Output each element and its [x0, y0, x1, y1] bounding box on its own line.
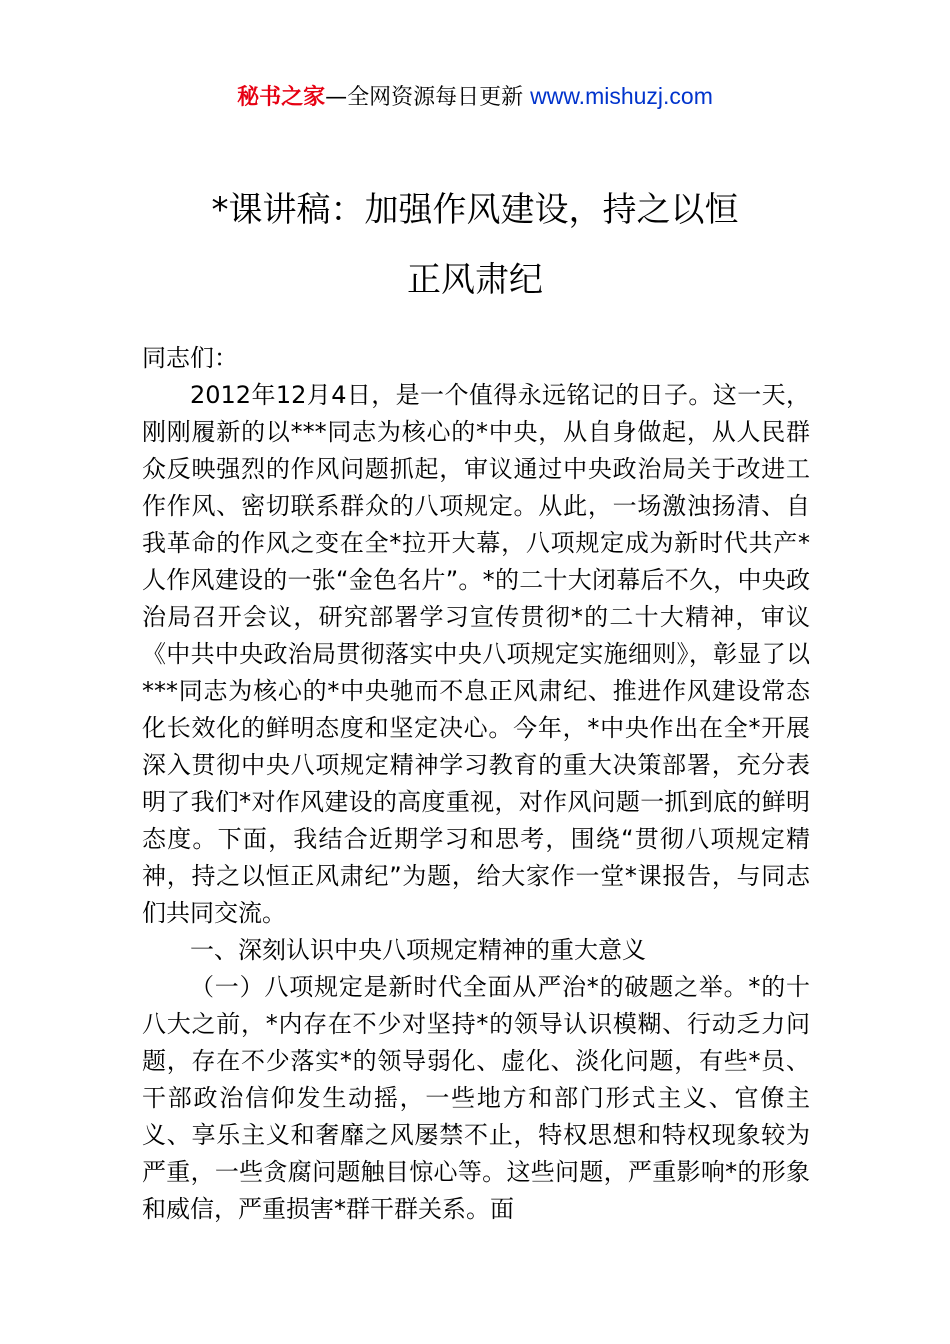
- document-title-line-2: 正风肃纪: [407, 260, 543, 300]
- site-header: [0, 80, 950, 114]
- site-tagline: —全网资源每日更新: [325, 85, 531, 110]
- document-body: [142, 340, 810, 1228]
- body-paragraph-2: （一）八项规定是新时代全面从严治*的破题之举。*的十八大之前，*内存在不少对坚持*的领导认识模糊、行动乏力问题，存在不少落实*的领导弱化、虚化、淡化问题，有些*员、干部政治信仰发生动摇，一些地方和部门形式主义、官僚主义、享乐主义和奢靡之风屡禁不止，特权思想和特权现象较为严重，一些贪腐问题触目惊心等。这些问题，严重影响*的形象和威信，严重损害*群干群关系。面: [142, 973, 810, 1223]
- document-title: [0, 175, 950, 315]
- document-title-line-1: *课讲稿：加强作风建设，持之以恒: [211, 190, 739, 230]
- site-url-link[interactable]: www.mishuzj.com: [530, 83, 713, 109]
- section-heading: 一、深刻认识中央八项规定精神的重大意义: [190, 936, 646, 964]
- salutation: 同志们：: [142, 344, 238, 372]
- body-paragraph-1: 2012年12月4日，是一个值得永远铭记的日子。这一天，刚刚履新的以***同志为核心的*中央，从自身做起，从人民群众反映强烈的作风问题抓起，审议通过中央政治局关于改进工作作风、密切联系群众的八项规定。从此，一场激浊扬清、自我革命的作风之变在全*拉开大幕，八项规定成为新时代共产*人作风建设的一张“金色名片”。*的二十大闭幕后不久，中央政治局召开会议，研究部署学习宣传贯彻*的二十大精神，审议《中共中央政治局贯彻落实中央八项规定实施细则》，彰显了以***同志为核心的*中央驰而不息正风肃纪、推进作风建设常态化长效化的鲜明态度和坚定决心。今年，*中央作出在全*开展深入贯彻中央八项规定精神学习教育的重大决策部署，充分表明了我们*对作风建设的高度重视，对作风问题一抓到底的鲜明态度。下面，我结合近期学习和思考，围绕“贯彻八项规定精神，持之以恒正风肃纪”为题，给大家作一堂*课报告，与同志们共同交流。: [142, 381, 810, 927]
- site-brand: 秘书之家: [237, 85, 326, 110]
